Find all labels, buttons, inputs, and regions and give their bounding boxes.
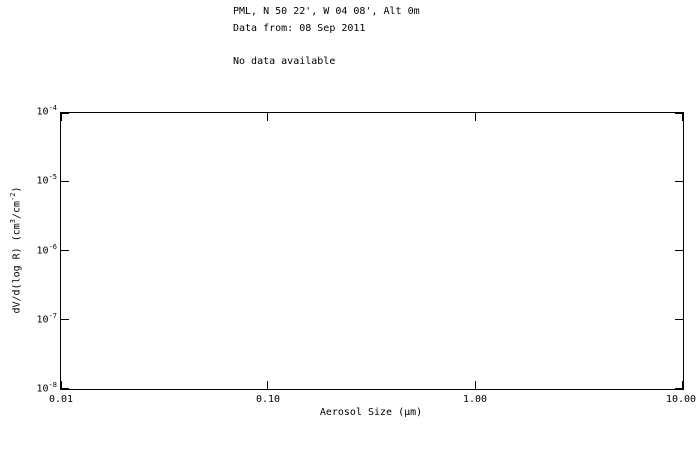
x-tick-mark	[475, 381, 476, 389]
y-tick-label	[0, 381, 57, 395]
y-tick-exponent: -4	[48, 104, 57, 113]
y-tick-base: 10	[36, 245, 49, 257]
y-tick-mark	[675, 319, 683, 320]
y-tick-base: 10	[36, 175, 49, 187]
y-tick-base: 10	[36, 314, 49, 326]
x-tick-mark	[682, 113, 683, 121]
y-axis-title-post: )	[11, 186, 23, 193]
y-tick-mark	[61, 319, 69, 320]
x-tick-mark	[267, 381, 268, 389]
y-axis-title-volume-exponent: 3	[9, 219, 18, 224]
y-axis-title	[9, 186, 23, 314]
y-tick-mark	[675, 181, 683, 182]
x-tick-mark	[61, 381, 62, 389]
y-tick-label	[0, 173, 57, 187]
plot-title-station: PML, N 50 22', W 04 08', Alt 0m	[233, 6, 420, 17]
x-tick-label: 1.00	[462, 394, 488, 405]
y-tick-exponent: -7	[48, 312, 57, 321]
x-tick-label: 0.01	[48, 394, 74, 405]
y-axis-title-mid: /cm	[11, 200, 23, 219]
y-tick-base: 10	[36, 383, 49, 395]
y-tick-mark	[675, 250, 683, 251]
y-tick-mark	[61, 250, 69, 251]
y-tick-label	[0, 104, 57, 118]
y-tick-exponent: -6	[48, 243, 57, 252]
y-tick-mark	[61, 181, 69, 182]
y-tick-exponent: -5	[48, 173, 57, 182]
x-tick-mark	[267, 113, 268, 121]
y-tick-label	[0, 312, 57, 326]
y-axis-title-area-exponent: -2	[9, 192, 18, 201]
y-tick-mark	[61, 113, 69, 114]
y-tick-label	[0, 243, 57, 257]
x-tick-label: 10.00	[665, 394, 697, 405]
plot-title-date: Data from: 08 Sep 2011	[233, 23, 366, 34]
no-data-message: No data available	[233, 56, 336, 67]
y-tick-mark	[61, 388, 69, 389]
x-axis-title: Aerosol Size (μm)	[319, 407, 423, 418]
y-axis-title-pre: dV/d(log R) (cm	[11, 223, 23, 314]
x-tick-mark	[475, 113, 476, 121]
x-tick-mark	[682, 381, 683, 389]
plot-area	[60, 112, 684, 390]
y-tick-exponent: -8	[48, 381, 57, 390]
y-tick-base: 10	[36, 106, 49, 118]
x-tick-mark	[61, 113, 62, 121]
x-tick-label: 0.10	[255, 394, 281, 405]
